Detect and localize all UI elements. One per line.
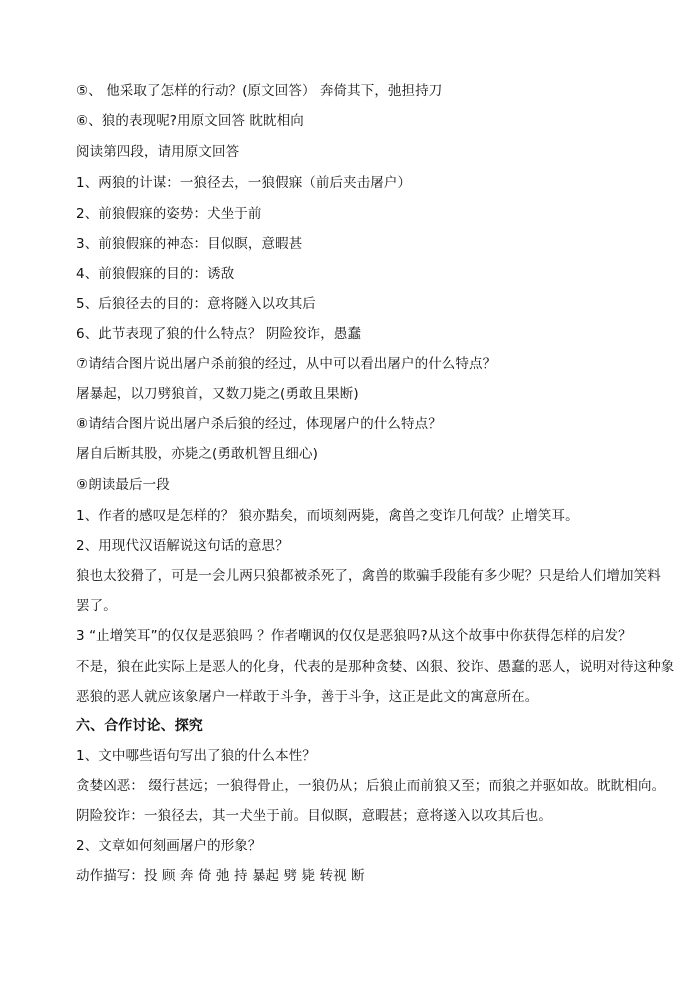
text-line: 阅读第四段，请用原文回答	[76, 144, 240, 160]
text-line: 2、文章如何刻画屠户的形象？	[76, 838, 262, 854]
text-line: 1、作者的感叹是怎样的？ 狼亦黠矣，而顷刻两毙，禽兽之变诈几何哉？止增笑耳。	[76, 508, 579, 524]
text-line: 4、前狼假寐的目的：诱敌	[76, 266, 235, 282]
text-line: 不是，狼在此实际上是恶人的化身，代表的是那种贪婪、凶狠、狡诈、愚蠢的恶人，说明对待这种象	[76, 659, 675, 675]
text-line: 3、前狼假寐的神态：目似瞑，意暇甚	[76, 236, 303, 252]
text-line: ⑦请结合图片说出屠户杀前狼的经过，从中可以看出屠户的什么特点？	[76, 356, 497, 372]
text-line: 2、用现代汉语解说这句话的意思？	[76, 538, 289, 554]
text-line: 罢了。	[76, 598, 117, 614]
text-line: ⑧请结合图片说出屠户杀后狼的经过，体现屠户的什么特点？	[76, 416, 442, 432]
text-line: 6、此节表现了狼的什么特点？ 阴险狡诈，愚蠢	[76, 326, 362, 342]
text-line: 2、前狼假寐的姿势：犬坐于前	[76, 206, 262, 222]
text-line: ⑥、狼的表现呢?用原文回答 眈眈相向	[76, 113, 304, 129]
text-line: 5、后狼径去的目的：意将隧入以攻其后	[76, 296, 316, 312]
text-line: ⑤、 他采取了怎样的行动？(原文回答） 奔倚其下，弛担持刀	[76, 83, 443, 99]
text-line: 屠暴起，以刀劈狼首，又数刀毙之(勇敢且果断)	[76, 386, 359, 402]
section-heading: 六、合作讨论、探究	[76, 718, 203, 734]
text-line: 贪婪凶恶： 缀行甚远；一狼得骨止，一狼仍从；后狼止而前狼又至；而狼之并驱如故。眈眈相向。	[76, 778, 666, 794]
text-line: 狼也太狡猾了，可是一会儿两只狼都被杀死了，禽兽的欺骗手段能有多少呢？只是给人们增加笑料	[76, 568, 661, 584]
text-line: 3 “止增笑耳”的仅仅是恶狼吗 ？作者嘲讽的仅仅是恶狼吗?从这个故事中你获得怎样的启发？	[76, 628, 632, 644]
text-line: 1、文中哪些语句写出了狼的什么本性？	[76, 748, 316, 764]
text-line: 动作描写：投 顾 奔 倚 弛 持 暴起 劈 毙 转视 断	[76, 868, 365, 884]
text-line: 屠自后断其股，亦毙之(勇敢机智且细心)	[76, 446, 318, 462]
text-line: ⑨朗读最后一段	[76, 477, 170, 493]
text-line: 1、两狼的计谋：一狼径去，一狼假寐（前后夹击屠户）	[76, 175, 412, 191]
text-line: 阴险狡诈：一狼径去，其一犬坐于前。目似瞑，意暇甚；意将遂入以攻其后也。	[76, 808, 552, 824]
text-line: 恶狼的恶人就应该象屠户一样敢于斗争，善于斗争，这正是此文的寓意所在。	[76, 689, 539, 705]
